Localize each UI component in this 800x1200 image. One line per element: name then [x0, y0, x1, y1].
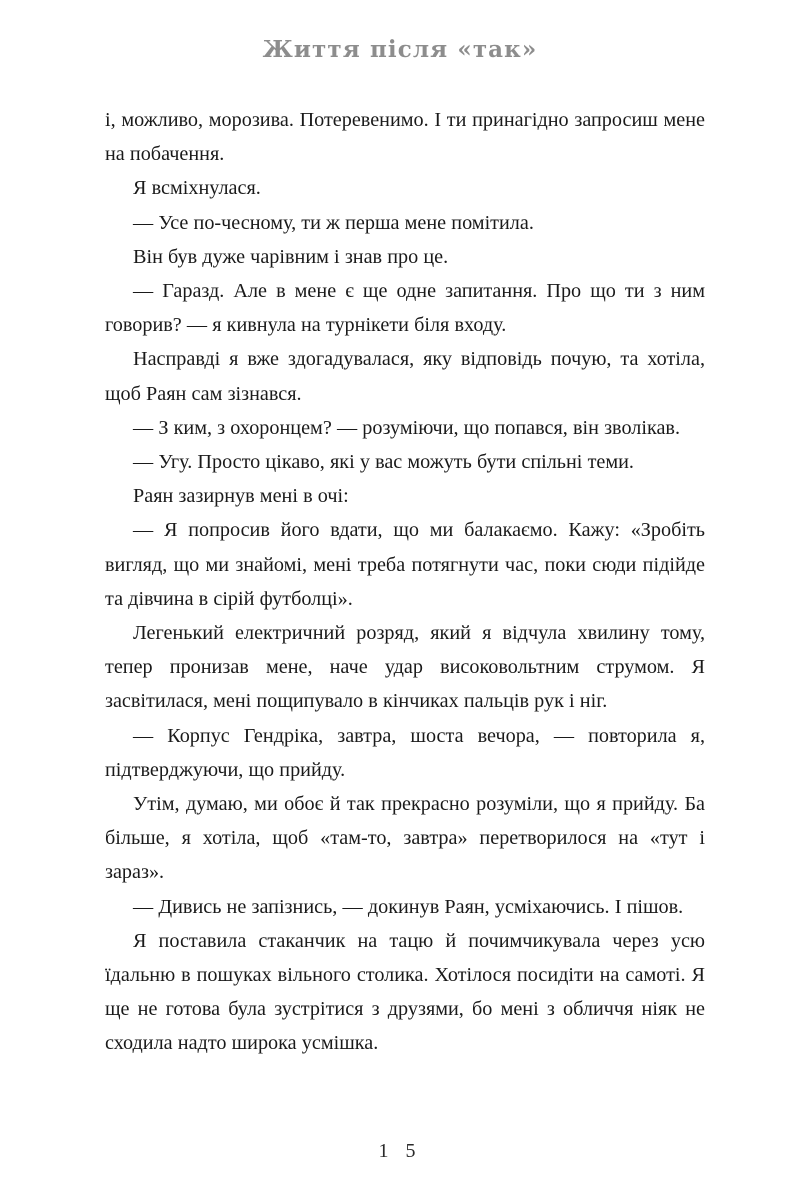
paragraph: і, можливо, морозива. Потеревенимо. І ти принагідно запросиш мене на побачення. [105, 109, 705, 166]
paragraph: Насправді я вже здогадувалася, яку відповідь почую, та хотіла, щоб Раян сам зізнався. [105, 348, 705, 405]
paragraph: — Усе по-чесному, ти ж перша мене помітила. [133, 211, 534, 234]
body-text-block [105, 103, 705, 1061]
paragraph: Я всміхнулася. [133, 177, 261, 200]
paragraph: Він був дуже чарівним і знав про це. [133, 245, 449, 268]
paragraph: — Я попросив його вдати, що ми балакаємо. Кажу: «Зробіть вигляд, що ми знайомі, мені треба потягнути час, поки сюди підійде та дівчина в сірій футболці». [105, 519, 705, 610]
paragraph: Раян зазирнув мені в очі: [133, 485, 349, 508]
paragraph: — Дивись не запізнись, — докинув Раян, усміхаючись. І пішов. [133, 895, 684, 918]
paragraph: — Угу. Просто цікаво, які у вас можуть бути спільні теми. [133, 451, 634, 474]
paragraph: — Корпус Гендріка, завтра, шоста вечора, — повторила я, підтверджуючи, що прийду. [105, 724, 705, 781]
paragraph: — З ким, з охоронцем? — розуміючи, що попався, він зволікав. [133, 416, 680, 439]
running-header: Життя після «так» [262, 36, 538, 63]
paragraph: Утім, думаю, ми обоє й так прекрасно розуміли, що я прийду. Ба більше, я хотіла, щоб «там-то, завтра» перетворилося на «тут і зараз». [105, 793, 705, 884]
paragraph: Я поставила стаканчик на тацю й почимчикувала через усю їдальню в пошуках вільного столика. Хотілося посидіти на самоті. Я ще не готова була зустрітися з друзями, бо мені з обличчя ніяк не сходила надто широка усмішка. [105, 929, 705, 1055]
paragraph: — Гаразд. Але в мене є ще одне запитання. Про що ти з ним говорив? — я кивнула на турнікети біля входу. [105, 280, 705, 337]
paragraph: Легенький електричний розряд, який я відчула хвилину тому, тепер пронизав мене, наче удар високовольтним струмом. Я засвітилася, мені пощипувало в кінчиках пальців рук і ніг. [105, 622, 705, 713]
page-number: 1 5 [378, 1140, 422, 1162]
